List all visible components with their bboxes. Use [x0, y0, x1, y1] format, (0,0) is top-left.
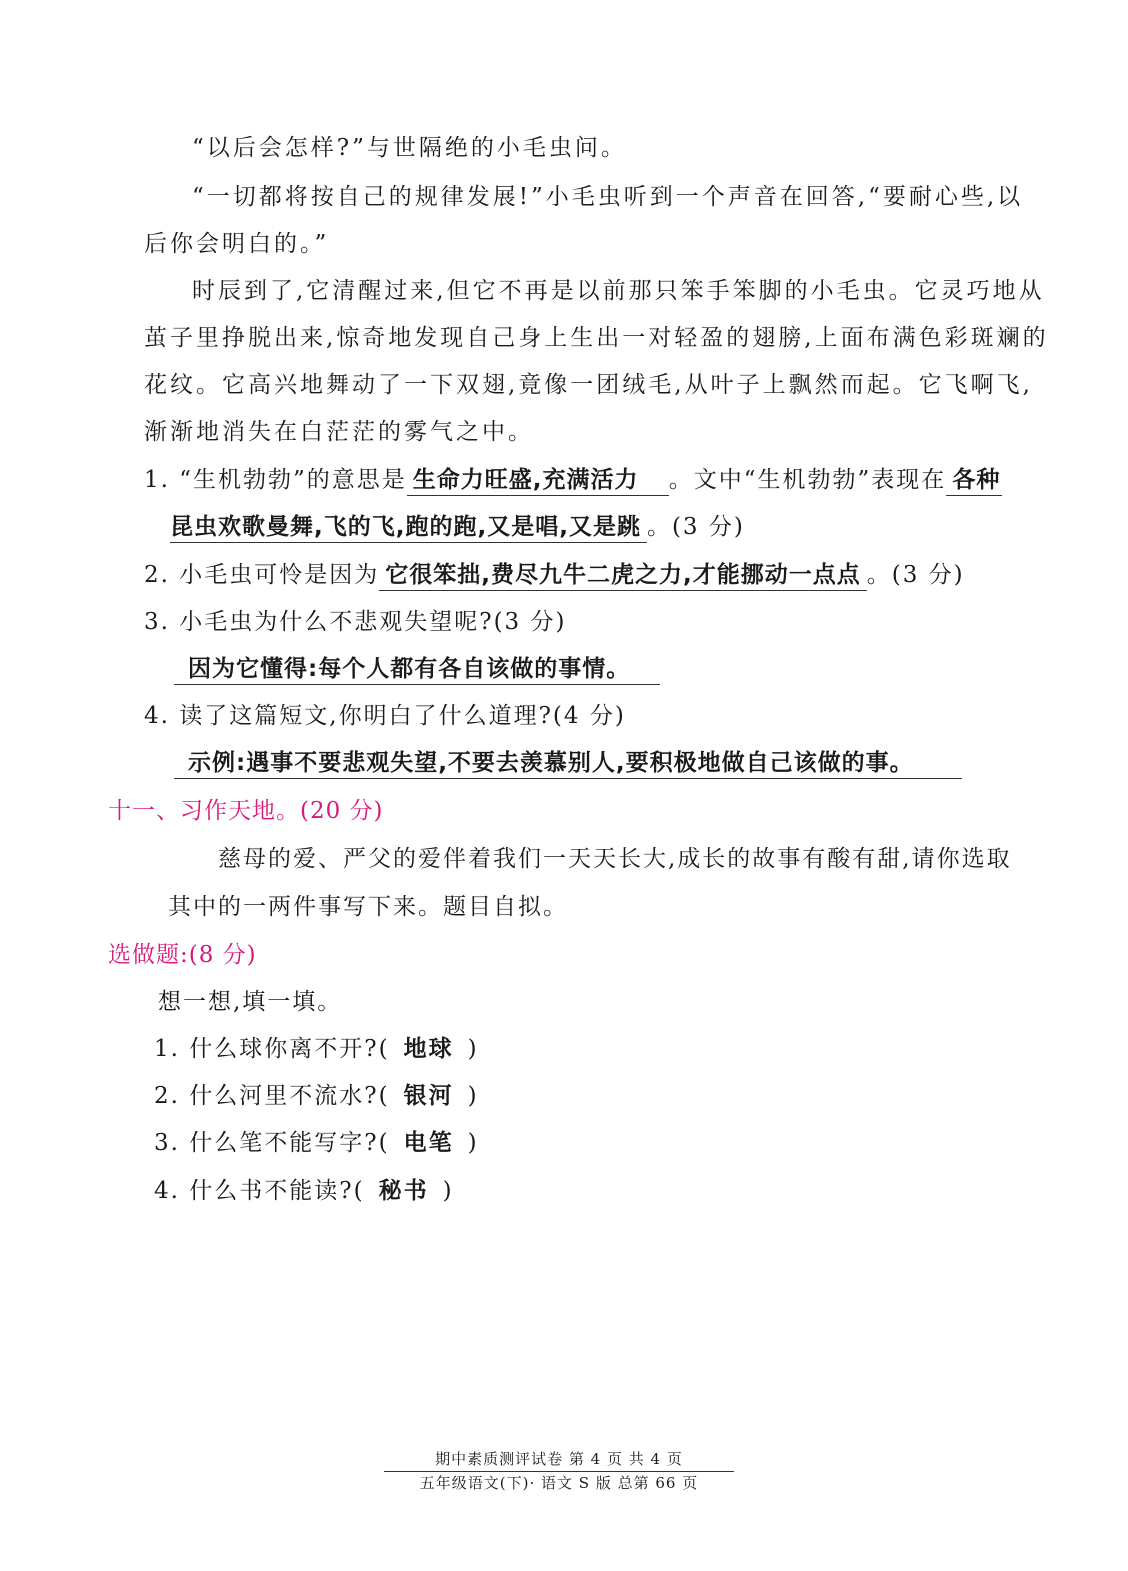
question-2-answer: 它很笨拙,费尽九牛二虎之力,才能挪动一点点: [379, 560, 866, 591]
optional-question: 3. 什么笔不能写字?(: [154, 1130, 390, 1156]
optional-item-2: [154, 1081, 479, 1111]
passage-paragraph-2-line-2: 后你会明白的。”: [144, 231, 330, 257]
question-1-answer-part-1: 各种: [946, 465, 1002, 496]
optional-answer: 银河: [403, 1083, 454, 1109]
question-1-answer-part-2: 昆虫欢歌曼舞,飞的飞,跑的跑,又是唱,又是跳: [170, 512, 647, 543]
passage-paragraph-1: “以后会怎样?”与世隔绝的小毛虫问。: [192, 135, 627, 161]
optional-close-paren: ): [442, 1178, 454, 1204]
question-4-prompt: 4. 读了这篇短文,你明白了什么道理?(4 分): [144, 703, 626, 729]
optional-answer: 地球: [403, 1036, 454, 1062]
passage-paragraph-3-line-1: 时辰到了,它清醒过来,但它不再是以前那只笨手笨脚的小毛虫。它灵巧地从: [192, 278, 1045, 304]
passage-paragraph-3-line-2: 茧子里挣脱出来,惊奇地发现自己身上生出一对轻盈的翅膀,上面布满色彩斑斓的: [144, 325, 1049, 351]
passage-paragraph-3-line-4: 渐渐地消失在白茫茫的雾气之中。: [144, 419, 534, 445]
question-1-mid: 。文中“生机勃勃”表现在: [668, 467, 947, 493]
optional-item-1: [154, 1034, 479, 1064]
optional-answer: 秘书: [378, 1178, 429, 1204]
optional-close-paren: ): [467, 1036, 479, 1062]
question-2-suffix: 。(3 分): [866, 562, 965, 588]
optional-item-3: [154, 1128, 479, 1158]
optional-item-4: [154, 1176, 454, 1206]
section-writing-score: (20 分): [300, 798, 384, 824]
footer-divider: [384, 1471, 734, 1472]
question-3-answer: 因为它懂得:每个人都有各自该做的事情。: [174, 654, 660, 685]
question-4-answer: 示例:遇事不要悲观失望,不要去羡慕别人,要积极地做自己该做的事。: [174, 748, 962, 779]
section-optional-title: 选做题:: [108, 942, 189, 968]
question-1-suffix: 。(3 分): [646, 514, 745, 540]
question-2: [144, 560, 965, 591]
passage-paragraph-3-line-3: 花纹。它高兴地舞动了一下双翅,竟像一团绒毛,从叶子上飘然而起。它飞啊飞,: [144, 372, 1033, 398]
question-1-line-2: [170, 512, 745, 543]
optional-intro: 想一想,填一填。: [158, 989, 343, 1015]
optional-answer: 电笔: [403, 1130, 454, 1156]
writing-prompt-line-1: 慈母的爱、严父的爱伴着我们一天天长大,成长的故事有酸有甜,请你选取: [218, 846, 1012, 872]
optional-question: 2. 什么河里不流水?(: [154, 1083, 390, 1109]
writing-prompt-line-2: 其中的一两件事写下来。题目自拟。: [168, 894, 568, 920]
footer-edition-info: 五年级语文(下)· 语文 S 版 总第 66 页: [419, 1474, 699, 1492]
question-1-prefix: 1. “生机勃勃”的意思是: [144, 467, 407, 493]
question-2-prefix: 2. 小毛虫可怜是因为: [144, 562, 380, 588]
section-optional-heading: [108, 940, 257, 970]
optional-question: 1. 什么球你离不开?(: [154, 1036, 390, 1062]
passage-paragraph-2-line-1: “一切都将按自己的规律发展!”小毛虫听到一个声音在回答,“要耐心些,以: [192, 184, 1024, 210]
optional-question: 4. 什么书不能读?(: [154, 1178, 365, 1204]
section-optional-score: (8 分): [188, 942, 257, 968]
question-3-prompt: 3. 小毛虫为什么不悲观失望呢?(3 分): [144, 609, 567, 635]
optional-close-paren: ): [467, 1130, 479, 1156]
section-writing-title: 十一、习作天地。: [108, 798, 300, 824]
optional-close-paren: ): [467, 1083, 479, 1109]
section-writing-heading: [108, 796, 384, 826]
question-1-answer-meaning: 生命力旺盛,充满活力: [407, 465, 669, 496]
question-1-line-1: [144, 465, 1002, 496]
footer-page-info: 期中素质测评试卷 第 4 页 共 4 页: [435, 1450, 683, 1468]
